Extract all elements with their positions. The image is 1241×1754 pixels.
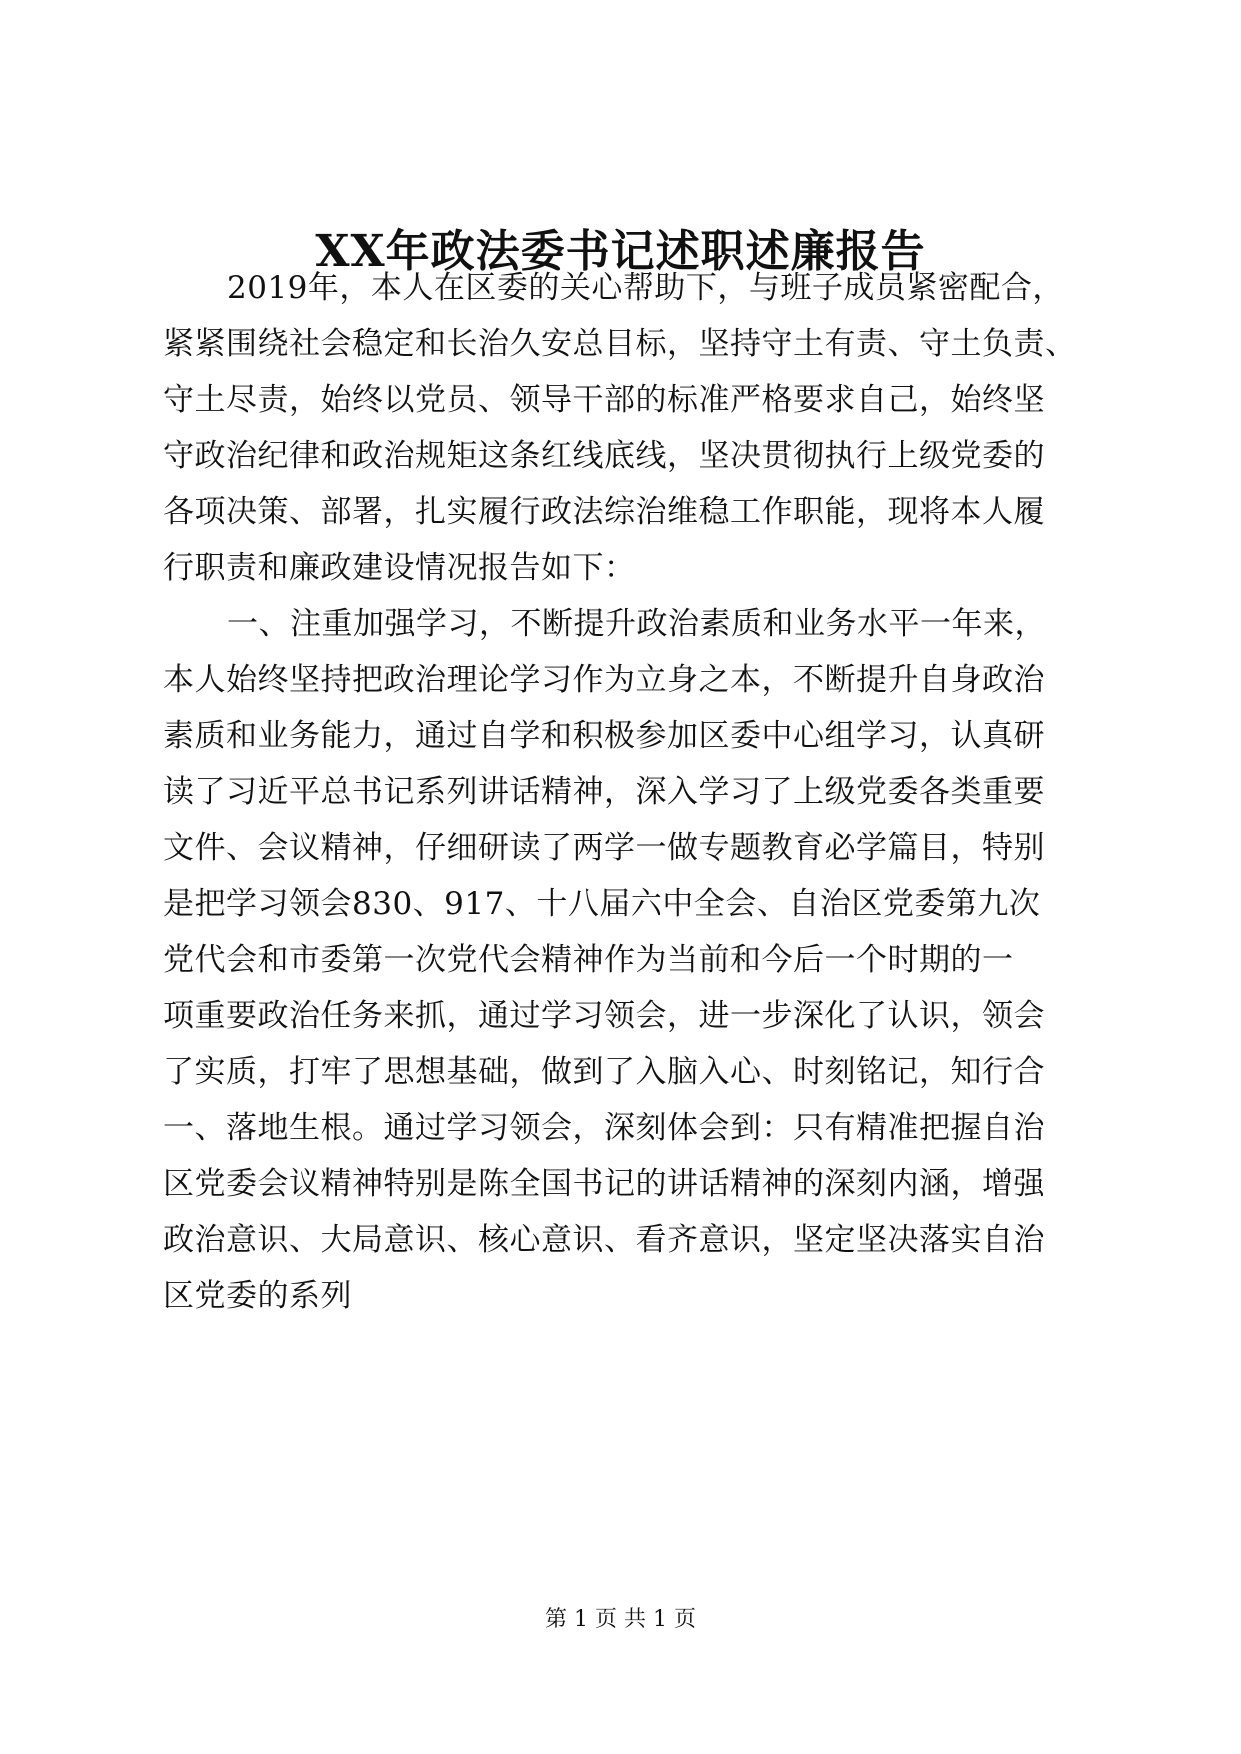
paragraph-line: 本人始终坚持把政治理论学习作为立身之本，不断提升自身政治 bbox=[163, 662, 1045, 698]
paragraph-line: 区党委会议精神特别是陈全国书记的讲话精神的深刻内涵，增强 bbox=[163, 1166, 1045, 1202]
page-number-footer: 第 1 页 共 1 页 bbox=[545, 1607, 696, 1632]
paragraph-line: 了实质，打牢了思想基础，做到了入脑入心、时刻铭记，知行合 bbox=[163, 1054, 1045, 1090]
document-title: XX年政法委书记述职述廉报告 bbox=[315, 226, 926, 277]
paragraph-line: 党代会和市委第一次党代会精神作为当前和今后一个时期的一 bbox=[163, 942, 1014, 978]
paragraph-line: 2019年，本人在区委的关心帮助下，与班子成员紧密配合， bbox=[227, 270, 1064, 306]
paragraph-line: 各项决策、部署，扎实履行政法综治维稳工作职能，现将本人履 bbox=[163, 494, 1045, 530]
paragraph-line: 区党委的系列 bbox=[163, 1278, 352, 1314]
paragraph-line: 读了习近平总书记系列讲话精神，深入学习了上级党委各类重要 bbox=[163, 774, 1045, 810]
paragraph-line: 政治意识、大局意识、核心意识、看齐意识，坚定坚决落实自治 bbox=[163, 1222, 1045, 1258]
paragraph-line: 守土尽责，始终以党员、领导干部的标准严格要求自己，始终坚 bbox=[163, 382, 1045, 418]
paragraph-line: 一、落地生根。通过学习领会，深刻体会到：只有精准把握自治 bbox=[163, 1110, 1045, 1146]
paragraph-line: 行职责和廉政建设情况报告如下： bbox=[163, 550, 636, 586]
paragraph-line: 守政治纪律和政治规矩这条红线底线，坚决贯彻执行上级党委的 bbox=[163, 438, 1045, 474]
document-body bbox=[163, 260, 1093, 1324]
paragraph-line: 素质和业务能力，通过自学和积极参加区委中心组学习，认真研 bbox=[163, 718, 1045, 754]
paragraph-line: 紧紧围绕社会稳定和长治久安总目标，坚持守土有责、守土负责、 bbox=[163, 326, 1077, 362]
paragraph-line: 是把学习领会830、917、十八届六中全会、自治区党委第九次 bbox=[163, 886, 1041, 922]
paragraph-line: 项重要政治任务来抓，通过学习领会，进一步深化了认识，领会 bbox=[163, 998, 1045, 1034]
paragraph-line: 文件、会议精神，仔细研读了两学一做专题教育必学篇目，特别 bbox=[163, 830, 1045, 866]
paragraph-line: 一、注重加强学习，不断提升政治素质和业务水平一年来， bbox=[227, 606, 1046, 642]
